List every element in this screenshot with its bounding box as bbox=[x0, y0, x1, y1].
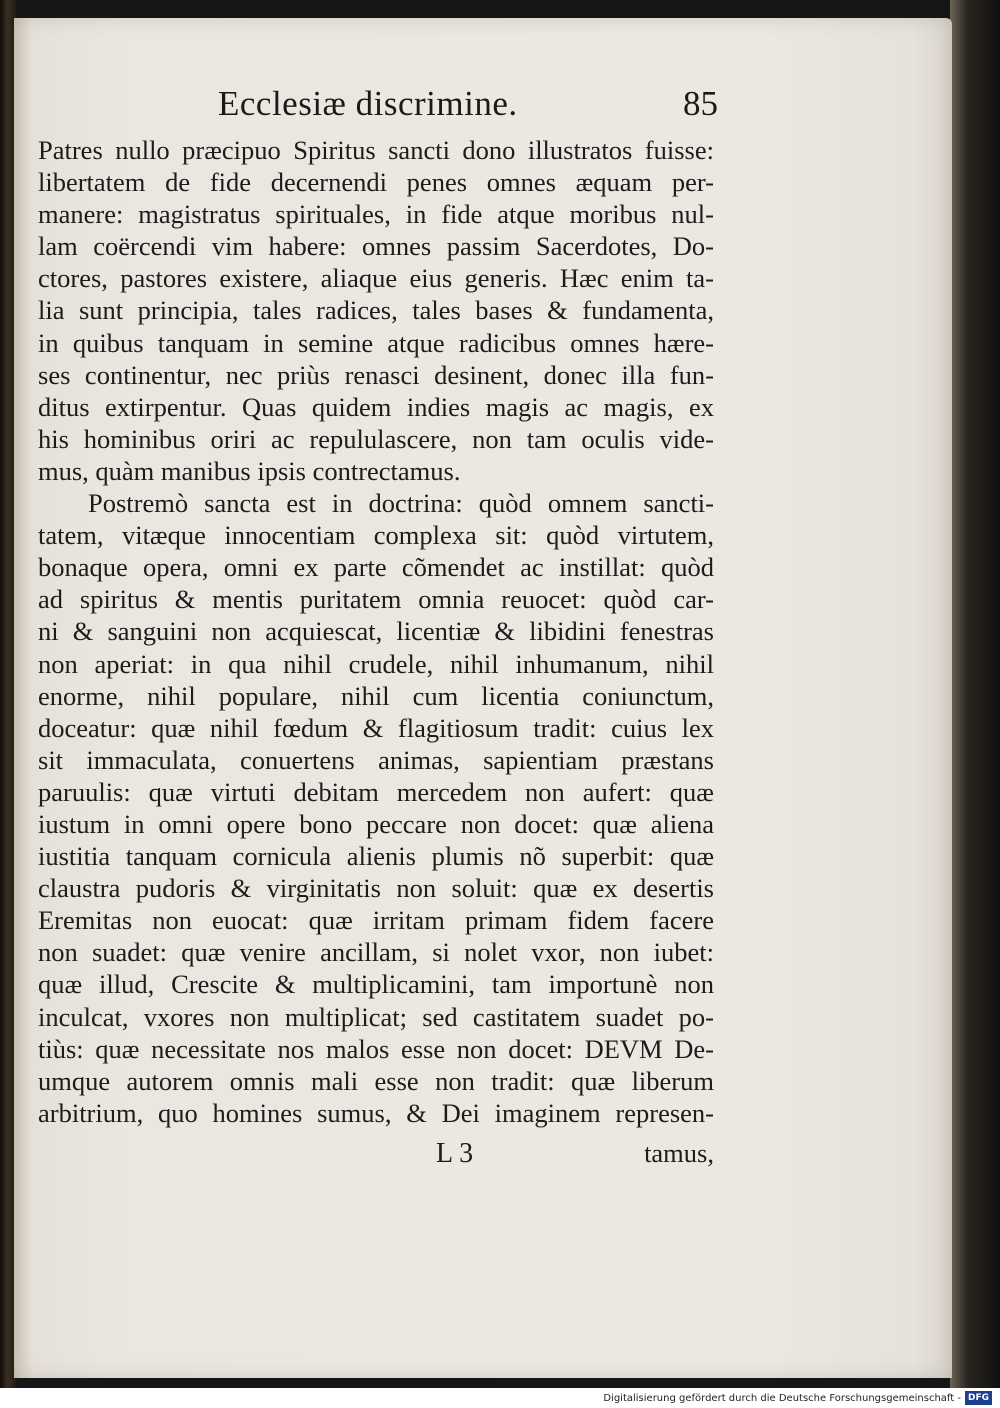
text-line: lam coërcendi vim habere: omnes passim Sacerdotes, Do- bbox=[38, 231, 714, 262]
body-text bbox=[38, 134, 714, 1129]
page-edge-shadow bbox=[950, 0, 1000, 1388]
text-line: non suadet: quæ venire ancillam, si nolet vxor, non iubet: bbox=[38, 937, 714, 968]
text-line: iustum in omni opere bono peccare non docet: quæ aliena bbox=[38, 808, 714, 839]
text-line: Patres nullo præcipuo Spiritus sancti dono illustratos fuisse: bbox=[38, 135, 714, 165]
text-line: paruulis: quæ virtuti debitam mercedem non aufert: quæ bbox=[38, 776, 714, 807]
text-line: inculcat, vxores non multiplicat; sed castitatem suadet po- bbox=[38, 1001, 714, 1032]
text-line: ni & sanguini non acquiescat, licentiæ & libidini fenestras bbox=[38, 616, 714, 647]
attribution-text: Digitalisierung gefördert durch die Deutsche Forschungsgemeinschaft - bbox=[603, 1392, 961, 1404]
text-line: tiùs: quæ necessitate nos malos esse non docet: DEVM De- bbox=[38, 1033, 714, 1064]
text-line: ses continentur, nec priùs renasci desinent, donec illa fun- bbox=[38, 359, 714, 390]
text-line: claustra pudoris & virginitatis non soluit: quæ ex desertis bbox=[38, 873, 714, 904]
dfg-logo: DFG bbox=[965, 1391, 992, 1405]
text-line: in quibus tanquam in semine atque radicibus omnes hære- bbox=[38, 327, 714, 358]
text-line: iustitia tanquam cornicula alienis plumis nõ superbit: quæ bbox=[38, 841, 714, 872]
text-line: bonaque opera, omni ex parte cõmendet ac instillat: quòd bbox=[38, 552, 714, 583]
funding-attribution bbox=[603, 1390, 992, 1406]
text-line: arbitrium, quo homines sumus, & Dei imaginem represen- bbox=[38, 1097, 714, 1128]
text-line: non aperiat: in qua nihil crudele, nihil inhumanum, nihil bbox=[38, 648, 714, 679]
text-line: ctores, pastores existere, aliaque eius generis. Hæc enim ta- bbox=[38, 263, 714, 294]
text-line: libertatem de fide decernendi penes omnes æquam per- bbox=[38, 167, 714, 198]
running-title: Ecclesiæ discrimine. bbox=[218, 84, 518, 123]
page-number: 85 bbox=[683, 84, 718, 123]
text-line: enorme, nihil populare, nihil cum licentia coniunctum, bbox=[38, 680, 714, 711]
text-line: ad spiritus & mentis puritatem omnia reuocet: quòd car- bbox=[38, 584, 714, 615]
text-line: Eremitas non euocat: quæ irritam primam fidem facere bbox=[38, 905, 714, 936]
text-line: manere: magistratus spirituales, in fide atque moribus nul- bbox=[38, 199, 714, 230]
page-header bbox=[218, 84, 718, 128]
text-line: quæ illud, Crescite & multiplicamini, tam importunè non bbox=[38, 969, 714, 1000]
paragraph-start-line: Postremò sancta est in doctrina: quòd omnem sancti- bbox=[88, 488, 714, 519]
text-line: tatem, vitæque innocentiam complexa sit: quòd virtutem, bbox=[38, 520, 714, 551]
text-line: lia sunt principia, tales radices, tales bases & fundamenta, bbox=[38, 295, 714, 326]
text-line: umque autorem omnis mali esse non tradit: quæ liberum bbox=[38, 1065, 714, 1096]
page-footer bbox=[436, 1138, 714, 1172]
text-line: doceatur: quæ nihil fœdum & flagitiosum tradit: cuius lex bbox=[38, 712, 714, 743]
catchword: tamus, bbox=[644, 1138, 714, 1168]
paragraph-end-line: mus, quàm manibus ipsis contrectamus. bbox=[38, 455, 461, 486]
text-line: sit immaculata, conuertens animas, sapientiam præstans bbox=[38, 744, 714, 775]
text-line: ditus extirpentur. Quas quidem indies magis ac magis, ex bbox=[38, 391, 714, 422]
signature-mark: L 3 bbox=[436, 1138, 474, 1169]
text-line: his hominibus oriri ac repululascere, non tam oculis vide- bbox=[38, 423, 714, 454]
